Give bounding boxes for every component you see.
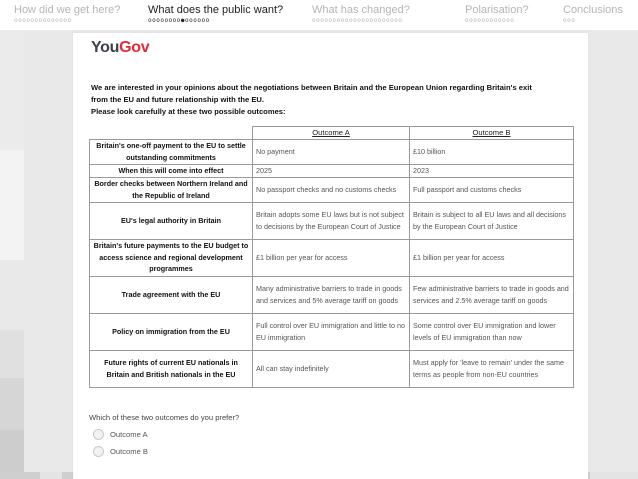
table-row <box>90 202 574 239</box>
nav-item-polarisation[interactable]: Polarisation? <box>465 4 529 16</box>
outcome-a-cell: Many administrative barriers to trade in goods and services and 5% average tariff on goods <box>253 276 410 313</box>
outcome-b-cell: £10 billion <box>410 139 574 164</box>
outcome-a-cell: £1 billion per year for access <box>253 239 410 276</box>
outcome-a-cell: All can stay indefinitely <box>253 350 410 387</box>
table-corner <box>90 127 253 140</box>
survey-intro <box>91 82 581 118</box>
table-row <box>90 350 574 387</box>
outcome-b-cell: Britain is subject to all EU laws and all decisions by the European Court of Justice <box>410 202 574 239</box>
row-label: Policy on immigration from the EU <box>90 313 253 350</box>
outcome-b-cell: Must apply for 'leave to remain' under the same terms as people from non-EU countries <box>410 350 574 387</box>
outcome-comparison-table <box>89 126 574 388</box>
preference-question: Which of these two outcomes do you prefer? <box>89 413 240 422</box>
yougov-logo: YouGov <box>91 39 150 56</box>
decorative-block <box>0 32 24 150</box>
row-label: Britain's future payments to the EU budget to access science and regional development programmes <box>90 239 253 276</box>
outcome-b-cell: Few administrative barriers to trade in goods and services and 2.5% average tariff on goods <box>410 276 574 313</box>
option-label: Outcome A <box>110 430 148 439</box>
decorative-block <box>0 378 24 430</box>
option-label: Outcome B <box>110 447 148 456</box>
decorative-block <box>0 330 24 378</box>
table-row <box>90 313 574 350</box>
nav-item-conclusions[interactable]: Conclusions <box>563 4 623 16</box>
intro-line: from the EU and future relationship with the EU. <box>91 95 264 104</box>
table-row <box>90 177 574 202</box>
section-nav <box>0 0 638 30</box>
outcome-a-cell: No passport checks and no customs checks <box>253 177 410 202</box>
nav-item-what-has-changed[interactable]: What has changed? <box>312 4 410 16</box>
row-label: Future rights of current EU nationals in Britain and British nationals in the EU <box>90 350 253 387</box>
nav-item-what-does-the-public-want[interactable]: What does the public want? <box>148 4 284 16</box>
nav-progress-dots: ooo <box>563 17 576 24</box>
outcome-a-cell: Britain adopts some EU laws but is not subject to decisions by the European Court of Justice <box>253 202 410 239</box>
table-row <box>90 239 574 276</box>
outcome-a-cell: No payment <box>253 139 410 164</box>
row-label: Trade agreement with the EU <box>90 276 253 313</box>
option-outcome-b[interactable] <box>93 446 148 457</box>
column-header-outcome-a: Outcome A <box>253 127 410 140</box>
radio-button-outcome-a[interactable] <box>93 429 104 440</box>
row-label: When this will come into effect <box>90 164 253 177</box>
radio-button-outcome-b[interactable] <box>93 446 104 457</box>
table-row <box>90 139 574 164</box>
outcome-a-cell: 2025 <box>253 164 410 177</box>
row-label: Border checks between Northern Ireland and the Republic of Ireland <box>90 177 253 202</box>
intro-line: Please look carefully at these two possible outcomes: <box>91 107 286 116</box>
table-row <box>90 276 574 313</box>
outcome-b-cell: Some control over EU immigration and lower levels of EU immigration than now <box>410 313 574 350</box>
decorative-block <box>0 150 24 260</box>
option-outcome-a[interactable] <box>93 429 148 440</box>
nav-progress-dots: oooooooooooooooooooooo <box>312 17 403 24</box>
intro-line: We are interested in your opinions about the negotiations between Britain and the European Union regarding Britain's exit <box>91 83 532 92</box>
decorative-block <box>0 430 24 472</box>
nav-progress-dots: oooooooo●oooooo <box>148 17 210 24</box>
nav-item-how-did-we-get-here[interactable]: How did we get here? <box>14 4 121 16</box>
outcome-b-cell: £1 billion per year for access <box>410 239 574 276</box>
row-label: EU's legal authority in Britain <box>90 202 253 239</box>
outcome-b-cell: 2023 <box>410 164 574 177</box>
nav-progress-dots: oooooooooooo <box>465 17 515 24</box>
outcome-b-cell: Full passport and customs checks <box>410 177 574 202</box>
column-header-outcome-b: Outcome B <box>410 127 574 140</box>
table-row <box>90 164 574 177</box>
row-label: Britain's one-off payment to the EU to settle outstanding commitments <box>90 139 253 164</box>
outcome-a-cell: Full control over EU immigration and little to no EU immigration <box>253 313 410 350</box>
survey-page <box>73 33 588 479</box>
nav-progress-dots: oooooooooooooo <box>14 17 72 24</box>
